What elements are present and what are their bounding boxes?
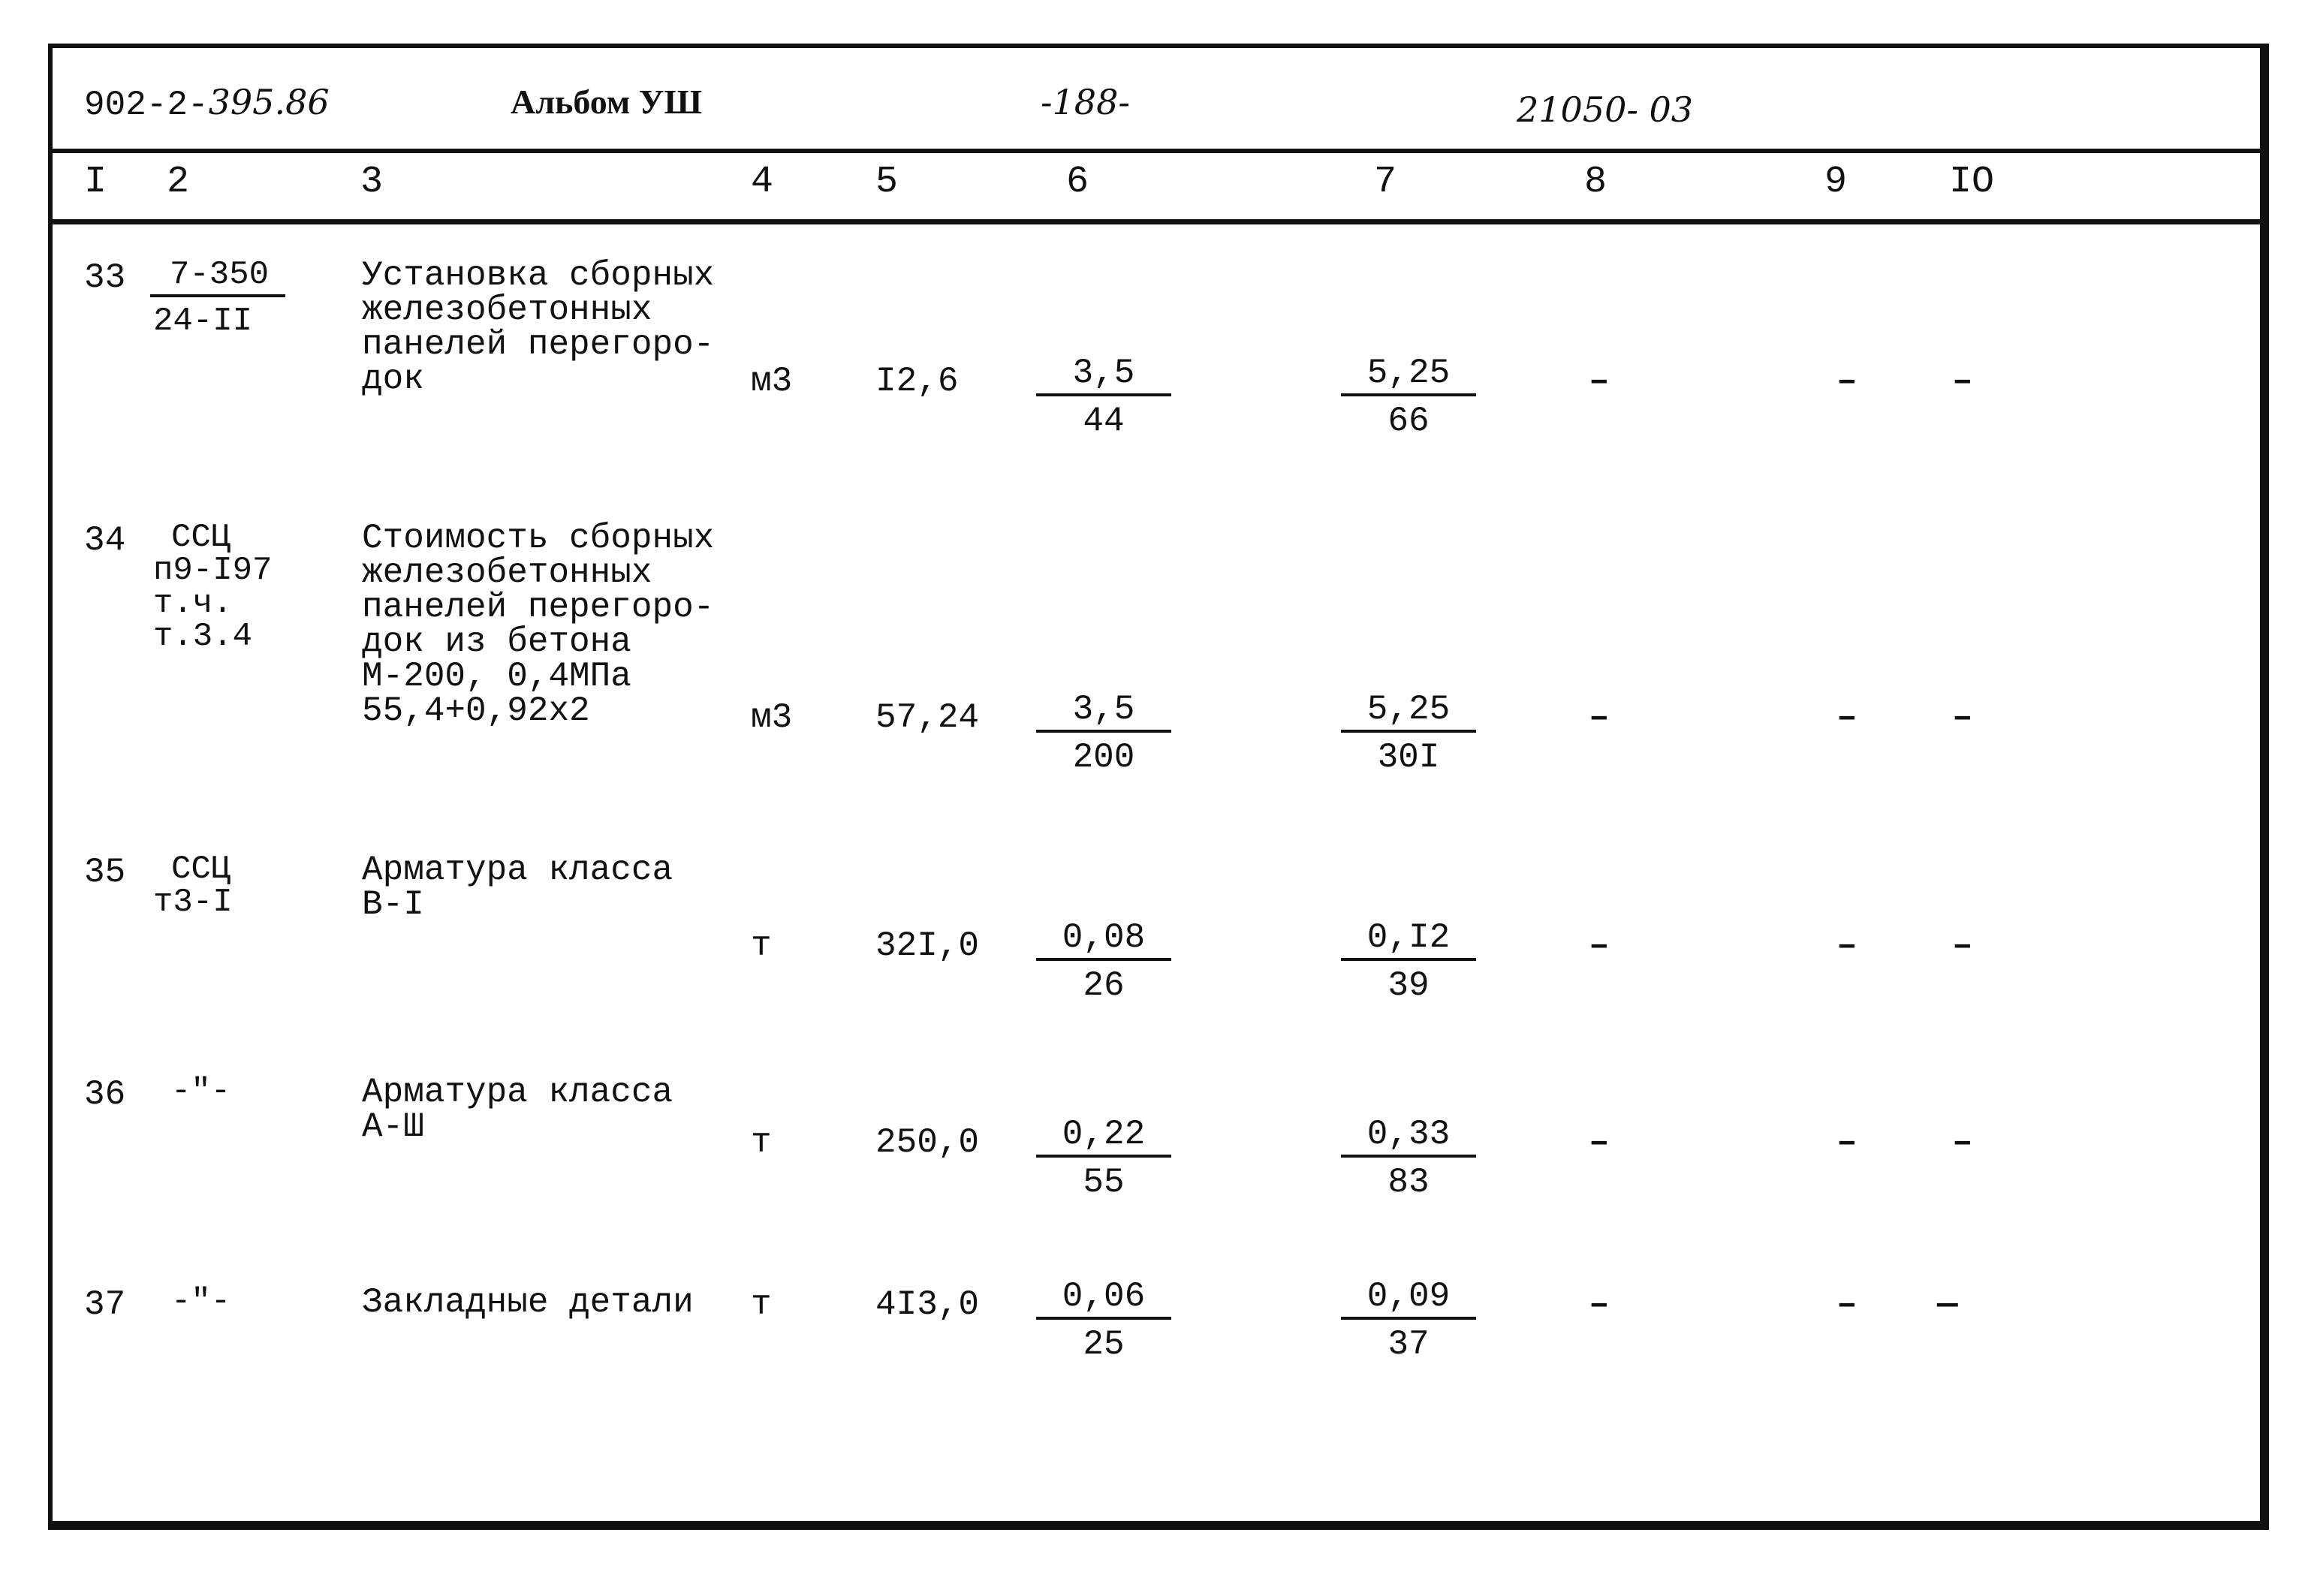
unit-of-measure: т [751, 1123, 772, 1162]
row-number: 35 [84, 853, 126, 892]
norm-code-line: ССЦ [171, 851, 231, 888]
column-10-dash: – [1952, 1123, 1973, 1162]
column-8-dash: – [1589, 1123, 1610, 1162]
column-6-value-denominator: 26 [1083, 966, 1125, 1005]
column-6-value-denominator: 55 [1083, 1163, 1125, 1202]
column-8-dash: – [1589, 362, 1610, 401]
norm-code-line: т3-I [153, 884, 233, 921]
column-9-dash: – [1836, 926, 1858, 965]
item-description-line: Арматура класса [362, 1073, 673, 1112]
item-description-line: Стоимость сборных [362, 519, 715, 558]
column-7-value-numerator: 5,25 [1366, 354, 1451, 393]
unit-of-measure: т [751, 926, 772, 965]
item-description-line: док из бетона [362, 622, 631, 661]
column-7-value-denominator: 39 [1388, 966, 1430, 1005]
item-description-line: панелей перегоро- [362, 588, 715, 627]
norm-code-line: ССЦ [171, 519, 231, 556]
column-9-dash: – [1836, 698, 1858, 737]
column-9-dash: – [1836, 1285, 1858, 1324]
norm-code-line: -"- [171, 1283, 231, 1320]
item-description-line: В-I [362, 885, 424, 924]
item-description-line: 55,4+0,92х2 [362, 691, 590, 730]
column-6-value-numerator: 3,5 [1072, 690, 1135, 729]
column-6-value [1036, 691, 1171, 776]
column-6-value-fraction-bar [1036, 1317, 1171, 1320]
column-7-value-denominator: 37 [1388, 1325, 1430, 1364]
item-description-line: панелей перегоро- [362, 325, 715, 364]
column-7-value-denominator: 30I [1377, 738, 1440, 777]
column-number-7: 7 [1374, 161, 1397, 203]
doc-code: 902-2-395.86 [84, 82, 330, 125]
item-description-line: М-200, 0,4МПа [362, 657, 631, 696]
column-8-dash: – [1589, 698, 1610, 737]
item-description-line: железобетонных [362, 291, 652, 330]
column-7-value-fraction-bar [1341, 1317, 1476, 1320]
column-8-dash: – [1589, 1285, 1610, 1324]
column-7-value [1341, 919, 1476, 1004]
norm-code-line: п9-I97 [153, 552, 273, 589]
quantity: 250,0 [875, 1123, 980, 1162]
column-6-value-numerator: 0,06 [1062, 1277, 1146, 1316]
column-6-value-fraction-bar [1036, 393, 1171, 396]
column-6-value-denominator: 44 [1083, 402, 1125, 441]
page-number: -188- [1041, 82, 1130, 122]
column-number-6: 6 [1066, 161, 1089, 203]
column-10-dash: – [1952, 926, 1973, 965]
column-7-value [1341, 1116, 1476, 1201]
column-number-2: 2 [167, 161, 190, 203]
column-6-value [1036, 919, 1171, 1004]
header-divider [53, 149, 2260, 153]
quantity: 32I,0 [875, 926, 980, 965]
column-7-value-fraction-bar [1341, 730, 1476, 733]
column-7-value [1341, 1278, 1476, 1363]
unit-of-measure: м3 [751, 362, 793, 401]
column-7-value-numerator: 0,I2 [1366, 918, 1451, 957]
item-description-line: Арматура класса [362, 851, 673, 890]
column-6-value-denominator: 200 [1072, 738, 1135, 777]
item-description-line: Закладные детали [362, 1283, 694, 1322]
column-header-divider [53, 219, 2260, 224]
unit-of-measure: м3 [751, 698, 793, 737]
column-9-dash: – [1836, 1123, 1858, 1162]
norm-code: 7-350 [150, 258, 285, 297]
column-number-3: 3 [360, 161, 384, 203]
column-6-value-fraction-bar [1036, 730, 1171, 733]
column-number-1: I [84, 161, 107, 203]
column-7-value [1341, 691, 1476, 776]
column-7-value-numerator: 0,09 [1366, 1277, 1451, 1316]
column-6-value-fraction-bar [1036, 958, 1171, 961]
column-number-8: 8 [1584, 161, 1607, 203]
norm-code-line: т.ч. [153, 585, 233, 622]
item-description-line: док [362, 360, 424, 399]
row-number: 34 [84, 521, 126, 560]
unit-of-measure: т [751, 1285, 772, 1324]
document-frame [48, 44, 2269, 1530]
column-number-9: 9 [1824, 161, 1848, 203]
item-description-line: Установка сборных [362, 256, 715, 295]
row-number: 33 [84, 258, 126, 297]
sheet-number: 21050- 03 [1517, 89, 1694, 130]
row-number: 37 [84, 1285, 126, 1324]
norm-code-line: т.3.4 [153, 618, 253, 655]
column-10-dash: — [1937, 1285, 1958, 1324]
column-6-value-numerator: 3,5 [1072, 354, 1135, 393]
column-9-dash: – [1836, 362, 1858, 401]
quantity: 4I3,0 [875, 1285, 980, 1324]
norm-code-line: -"- [171, 1073, 231, 1110]
row-number: 36 [84, 1075, 126, 1114]
column-7-value-fraction-bar [1341, 393, 1476, 396]
column-8-dash: – [1589, 926, 1610, 965]
quantity: 57,24 [875, 698, 980, 737]
column-6-value [1036, 1116, 1171, 1201]
column-6-value [1036, 354, 1171, 440]
column-number-5: 5 [875, 161, 899, 203]
column-7-value [1341, 354, 1476, 440]
column-number-4: 4 [751, 161, 774, 203]
column-6-value-numerator: 0,08 [1062, 918, 1146, 957]
column-7-value-numerator: 0,33 [1366, 1115, 1451, 1154]
album-label: Альбом УШ [511, 83, 702, 121]
column-6-value-fraction-bar [1036, 1155, 1171, 1158]
column-7-value-numerator: 5,25 [1366, 690, 1451, 729]
column-6-value-numerator: 0,22 [1062, 1115, 1146, 1154]
column-number-10: IO [1949, 161, 1995, 203]
column-10-dash: – [1952, 698, 1973, 737]
column-10-dash: – [1952, 362, 1973, 401]
norm-code-sub: 24-II [153, 303, 253, 340]
column-7-value-denominator: 83 [1388, 1163, 1430, 1202]
quantity: I2,6 [875, 362, 959, 401]
item-description-line: А-Ш [362, 1107, 424, 1146]
column-7-value-fraction-bar [1341, 958, 1476, 961]
doc-code-handwritten: 395.86 [208, 82, 330, 122]
column-6-value-denominator: 25 [1083, 1325, 1125, 1364]
column-6-value [1036, 1278, 1171, 1363]
item-description-line: железобетонных [362, 553, 652, 592]
column-7-value-fraction-bar [1341, 1155, 1476, 1158]
column-7-value-denominator: 66 [1388, 402, 1430, 441]
